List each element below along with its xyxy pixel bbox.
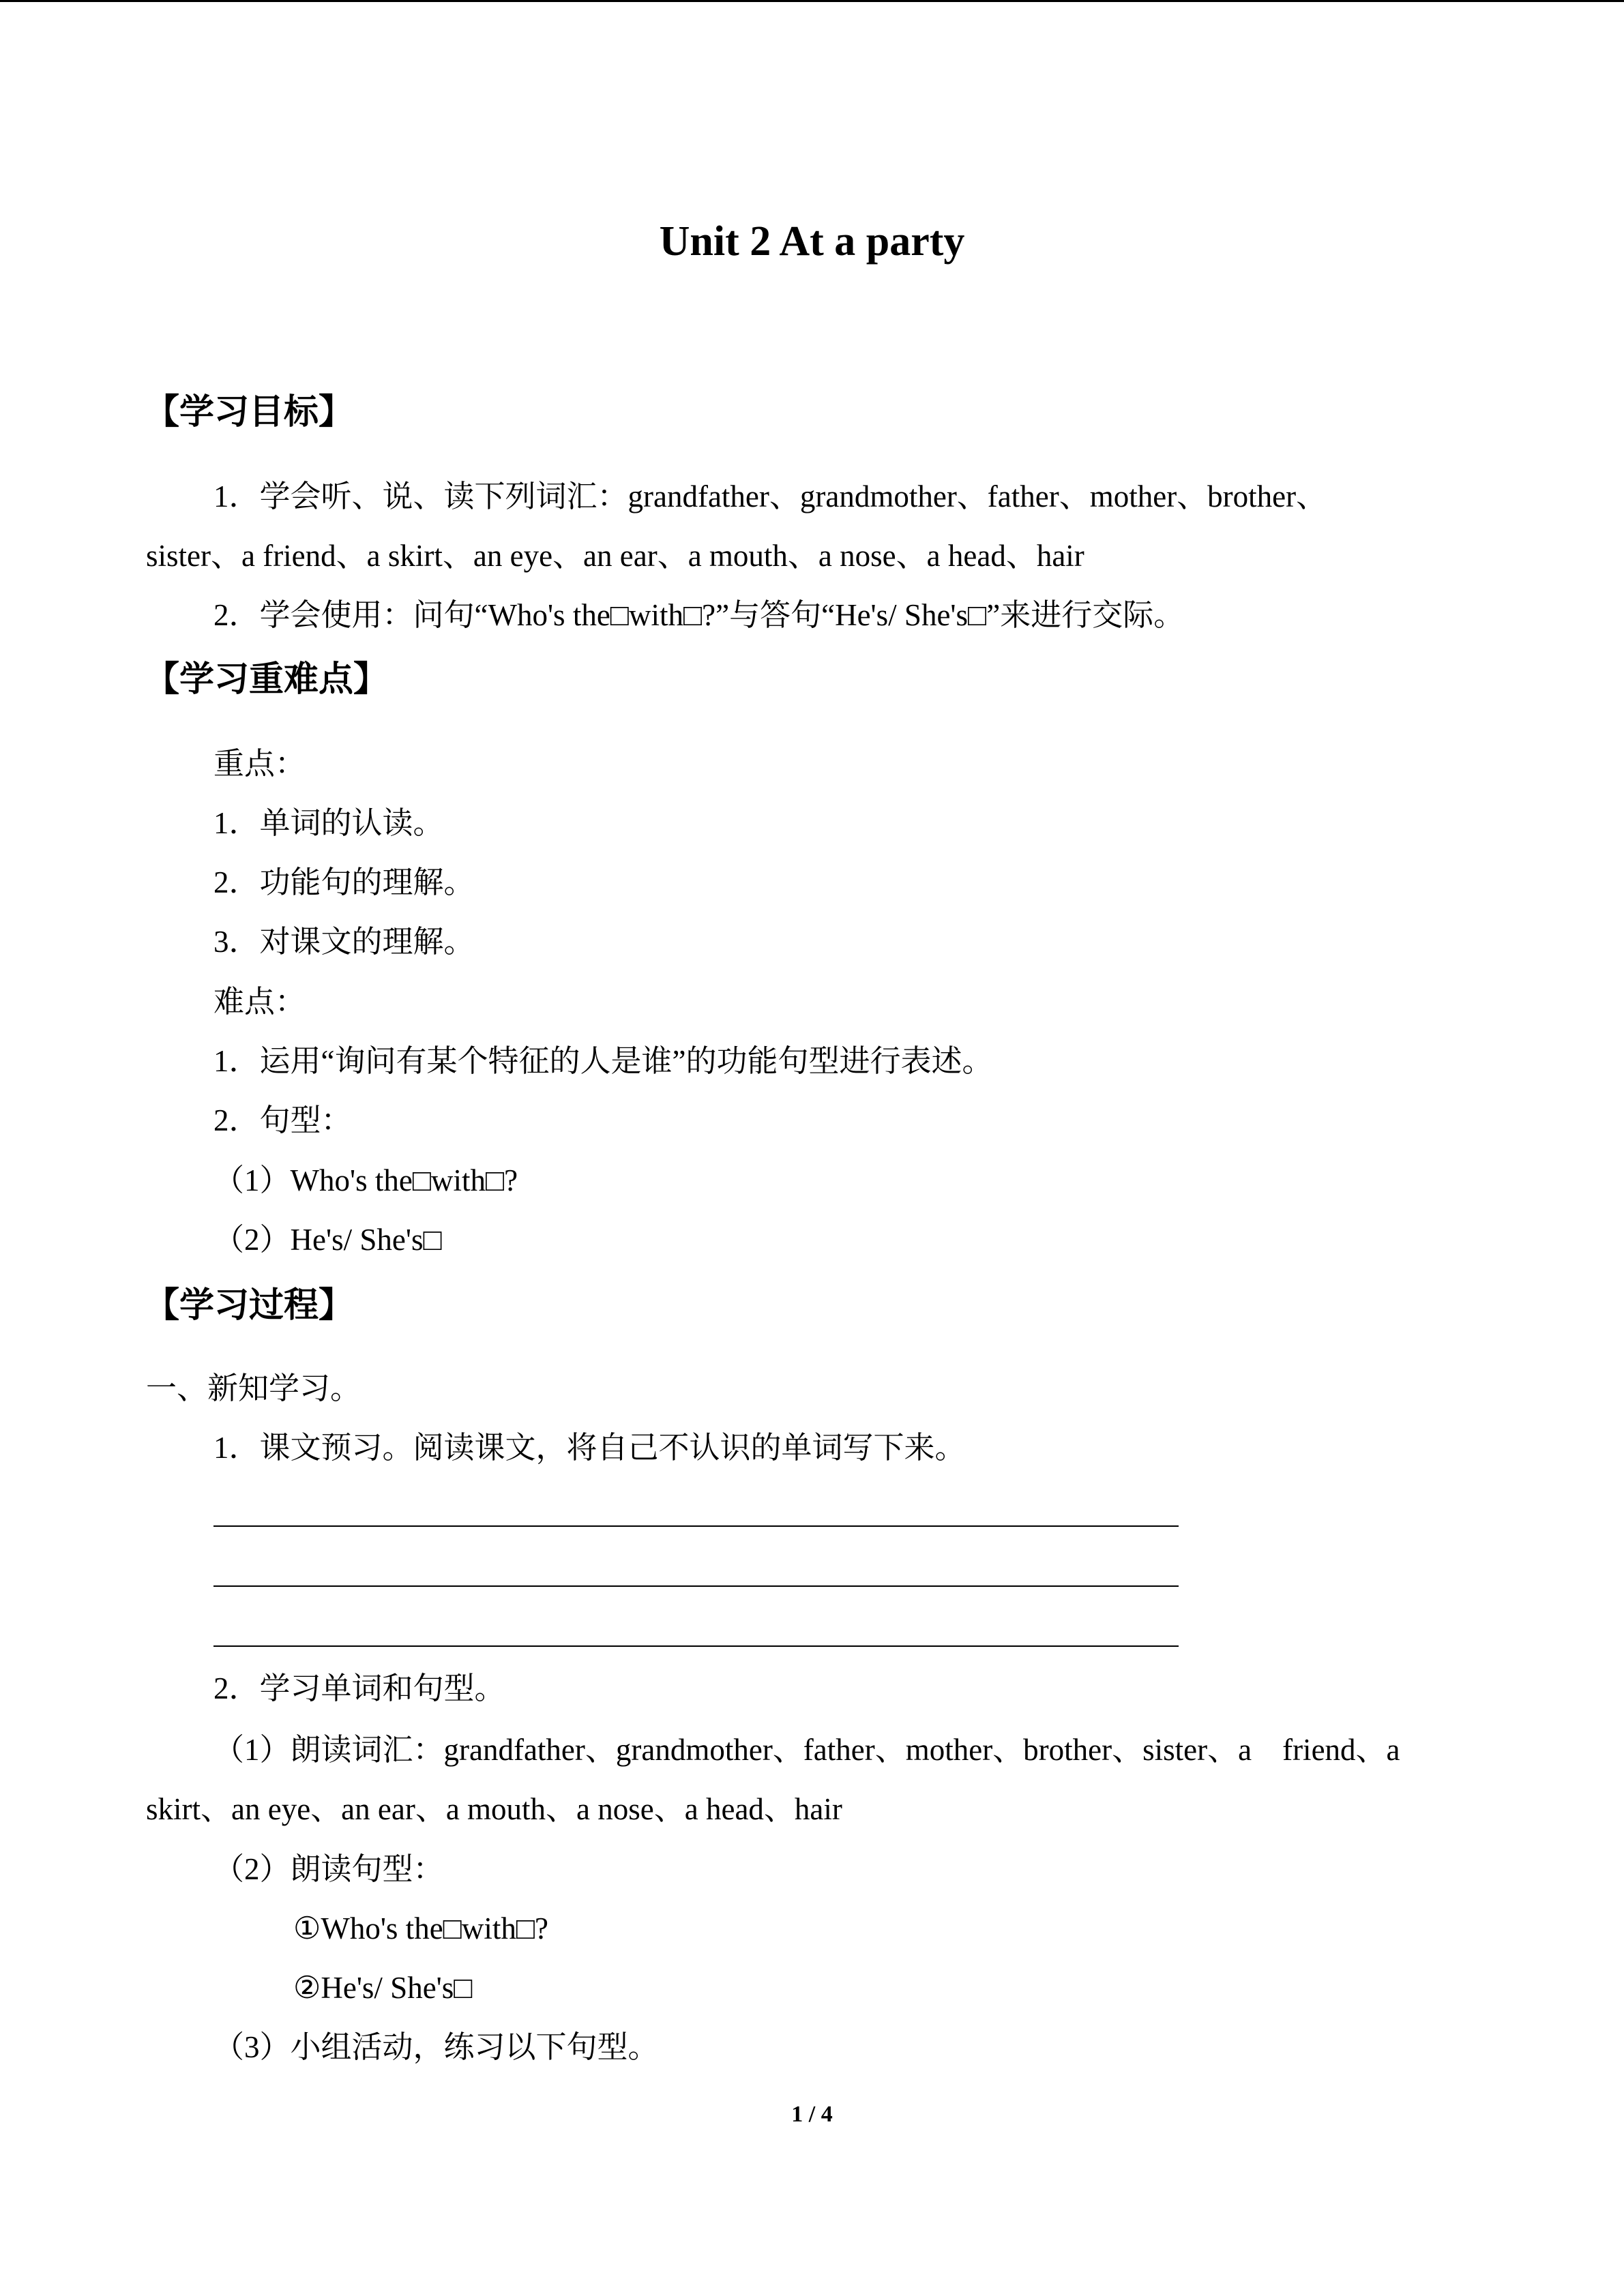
read-words-line-2: skirt、an eye、an ear、a mouth、a nose、a head、hair: [146, 1792, 842, 1826]
hard-pattern-2: （2）He's/ She's□: [213, 1223, 442, 1257]
goal-item-1-line-2: sister、a friend、a skirt、an eye、an ear、a mouth、a nose、a head、hair: [146, 539, 1084, 573]
hard-pattern-1: （1）Who's the□with□?: [213, 1163, 518, 1197]
answer-line-2[interactable]: [213, 1585, 1179, 1587]
process-step-1: 1．课文预习。阅读课文，将自己不认识的单词写下来。: [213, 1431, 966, 1465]
read-pattern-2: ②He's/ She's□: [293, 1971, 473, 2005]
hard-item-2: 2．句型：: [213, 1103, 352, 1137]
section-heading-keypoints: 【学习重难点】: [145, 661, 389, 699]
key-item-3: 3．对课文的理解。: [213, 925, 475, 959]
page-title: Unit 2 At a party: [659, 218, 965, 265]
answer-line-1[interactable]: [213, 1525, 1179, 1527]
top-border: [0, 0, 1624, 2]
hard-item-1: 1．运用“询问有某个特征的人是谁”的功能句型进行表述。: [213, 1044, 993, 1078]
process-part-1: 一、新知学习。: [146, 1371, 361, 1405]
read-pattern-1: ①Who's the□with□?: [293, 1911, 548, 1945]
goal-item-2: 2．学会使用：问句“Who's the□with□?”与答句“He's/ She's□”来进行交际。: [213, 598, 1185, 632]
hard-label: 难点：: [213, 985, 306, 1019]
goal-item-1-line-1: 1．学会听、说、读下列词汇：grandfather、grandmother、father、mother、brother、: [213, 479, 1327, 513]
read-words-line-1: （1）朗读词汇：grandfather、grandmother、father、mother、brother、sister、a friend、a: [213, 1733, 1400, 1767]
read-patterns-label: （2）朗读句型：: [213, 1852, 444, 1886]
section-heading-process: 【学习过程】: [145, 1287, 354, 1325]
section-heading-goals: 【学习目标】: [145, 393, 354, 432]
key-label: 重点：: [213, 747, 306, 781]
key-item-2: 2．功能句的理解。: [213, 865, 475, 899]
key-item-1: 1．单词的认读。: [213, 806, 444, 840]
process-step-2: 2．学习单词和句型。: [213, 1671, 505, 1705]
page-number: 1 / 4: [791, 2102, 833, 2127]
group-activity: （3）小组活动，练习以下句型。: [213, 2030, 659, 2064]
answer-line-3[interactable]: [213, 1645, 1179, 1647]
